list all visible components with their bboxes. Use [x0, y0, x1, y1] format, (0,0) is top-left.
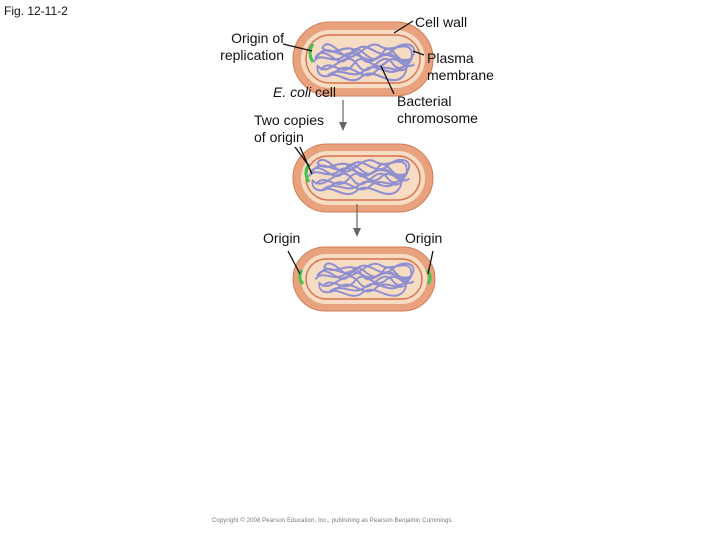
- dividing-cell-stage-2: [293, 144, 433, 212]
- label-plasma-membrane: Plasma membrane: [427, 50, 494, 83]
- label-ecoli-word: cell: [311, 84, 337, 100]
- arrow-down-1: [339, 100, 347, 131]
- copyright-notice: Copyright © 2008 Pearson Education, Inc., publishing as Pearson Benjamin Cummings.: [212, 518, 454, 524]
- label-two-copies-of-origin: Two copies of origin: [254, 112, 325, 145]
- label-ecoli-species: E. coli: [273, 84, 312, 100]
- label-ecoli-cell: [273, 84, 336, 101]
- label-origin-right: Origin: [405, 230, 443, 246]
- label-origin-of-replication: Origin of replication: [220, 30, 284, 63]
- figure-label: Fig. 12-11-2: [4, 4, 68, 18]
- label-bacterial-chromosome: Bacterial chromosome: [397, 93, 478, 126]
- dividing-cell-stage-3: [293, 247, 435, 311]
- label-cell-wall: Cell wall: [415, 14, 468, 30]
- label-origin-left: Origin: [263, 230, 301, 246]
- cytoplasm: [301, 151, 425, 205]
